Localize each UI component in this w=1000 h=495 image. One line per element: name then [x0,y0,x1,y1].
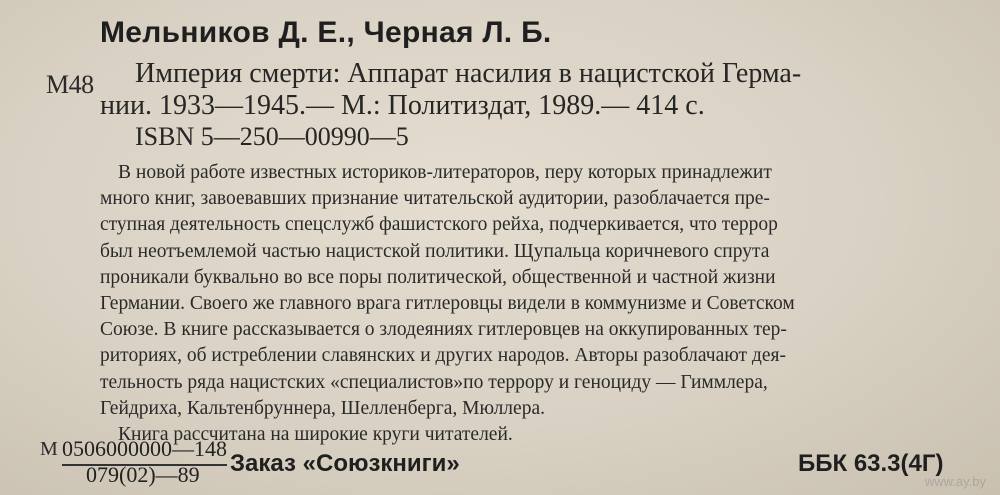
annotation-line: тельность ряда нацистских «специалистов»по террору и геноциду — Гиммлера, [100,371,768,393]
annotation-line: Германии. Своего же главного врага гитлеровцы видели в коммунизме и Советском [100,293,795,315]
title-line-2: нии. 1933—1945.— М.: Политиздат, 1989.— 414 с. [100,90,705,121]
authors-heading: Мельников Д. Е., Черная Л. Б. [100,16,552,49]
annotation-line: проникали буквально во все поры политической, общественной и частной жизни [100,266,776,288]
annotation-text [100,160,960,448]
annotation-line: Книга рассчитана на широкие круги читателей. [118,424,513,446]
index-denominator: 079(02)—89 [86,462,200,487]
annotation-line: В новой работе известных историков-литераторов, перу которых принадлежит [118,162,772,183]
annotation-line: ступная деятельность спецслужб фашистского рейха, подчеркивается, что террор [100,214,778,236]
index-numerator: 0506000000—148 [62,436,227,466]
order-note: Заказ «Союзкниги» [230,450,460,477]
index-prefix: М [40,438,58,460]
annotation-line: был неотъемлемой частью нацистской политики. Щупальца коричневого спрута [100,240,770,262]
title-line-1: Империя смерти: Аппарат насилия в нацистской Герма- [135,58,802,89]
bbk-code: ББК 63.3(4Г) [798,450,944,477]
watermark: www.ay.by [924,474,986,489]
annotation-line: риториях, об истреблении славянских и других народов. Авторы разоблачают дея- [100,345,786,367]
annotation-line: Гейдриха, Кальтенбруннера, Шелленберга, Мюллера. [100,397,545,419]
author-mark: М48 [46,70,94,99]
isbn: ISBN 5—250—00990—5 [135,122,409,151]
annotation-line: Союзе. В книге рассказывается о злодеяниях гитлеровцев на оккупированных тер- [100,319,787,341]
annotation-line: много книг, завоевавших признание читательской аудитории, разоблачается пре- [100,188,770,210]
